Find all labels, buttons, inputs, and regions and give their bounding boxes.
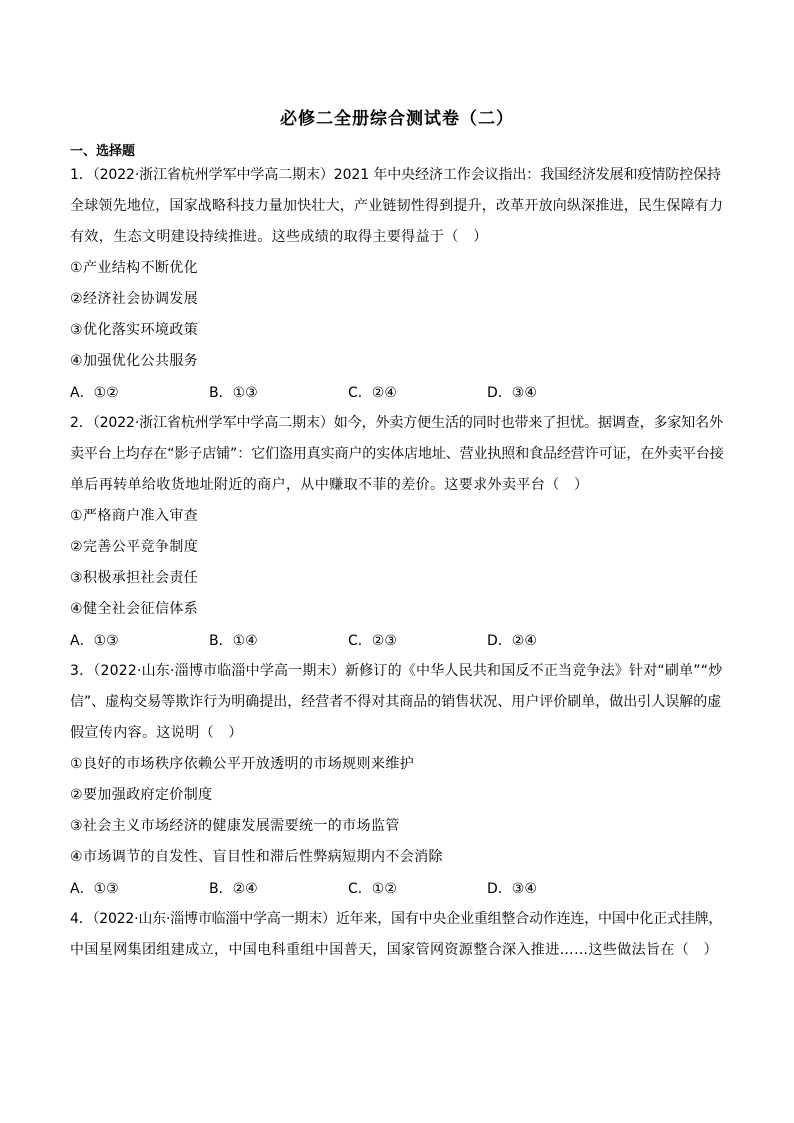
question-3-item: ②要加强政府定价制度	[70, 787, 213, 803]
question-3-stem-line: 假宣传内容。这说明（ ）	[70, 725, 243, 741]
question-2-item: ④健全社会征信体系	[70, 601, 199, 617]
option-b[interactable]: B．①④	[209, 633, 258, 649]
option-c[interactable]: C．②③	[348, 633, 397, 649]
question-3-item: ④市场调节的自发性、盲目性和滞后性弊病短期内不会消除	[70, 849, 443, 865]
question-1-item: ③优化落实环境政策	[70, 322, 199, 338]
question-1-item: ④加强优化公共服务	[70, 353, 199, 369]
question-2-item: ②完善公平竞争制度	[70, 539, 199, 555]
question-3-item: ①良好的市场秩序依赖公平开放透明的市场规则来维护	[70, 756, 415, 772]
question-3-stem-line: 信”、虚构交易等欺诈行为明确提出，经营者不得对其商品的销售状况、用户评价刷单，做出引人误解的虚	[70, 694, 722, 710]
option-c[interactable]: C．①②	[348, 881, 397, 897]
section-heading: 一、选择题	[70, 144, 136, 159]
question-3-options	[70, 878, 730, 898]
question-2-item: ①严格商户准入审查	[70, 508, 199, 524]
question-1-item: ①产业结构不断优化	[70, 260, 199, 276]
question-2-stem-line: 2．（2022·浙江省杭州学军中学高二期末）如今，外卖方便生活的同时也带来了担忧。据调查，多家知名外	[70, 415, 723, 431]
option-b[interactable]: B．②④	[209, 881, 258, 897]
question-4-stem-line: 中国星网集团组建成立，中国电科重组中国普天，国家管网资源整合深入推进……这些做法旨在（ ）	[70, 942, 718, 958]
option-b[interactable]: B．①③	[209, 385, 258, 401]
option-a[interactable]: A．①③	[70, 881, 119, 897]
question-1-options	[70, 382, 730, 402]
question-2-stem-line: 卖平台上均存在“影子店铺”：它们盗用真实商户的实体店地址、营业执照和食品经营许可证，在外卖平台接	[70, 446, 724, 462]
option-c[interactable]: C．②④	[348, 385, 397, 401]
question-2-options	[70, 630, 730, 650]
option-d[interactable]: D．③④	[487, 881, 537, 897]
option-a[interactable]: A．①②	[70, 385, 119, 401]
question-1-stem-line: 有效，生态文明建设持续推进。这些成绩的取得主要得益于（ ）	[70, 229, 488, 245]
question-1-stem-line: 全球领先地位，国家战略科技力量加快壮大，产业链韧性得到提升，改革开放向纵深推进，民生保障有力	[70, 198, 724, 214]
option-d[interactable]: D．②④	[487, 633, 537, 649]
question-3-item: ③社会主义市场经济的健康发展需要统一的市场监管	[70, 818, 400, 834]
question-1-item: ②经济社会协调发展	[70, 291, 199, 307]
option-d[interactable]: D．③④	[487, 385, 537, 401]
question-2-stem-line: 单后再转单给收货地址附近的商户，从中赚取不菲的差价。这要求外卖平台（ ）	[70, 477, 589, 493]
question-2-item: ③积极承担社会责任	[70, 570, 199, 586]
question-1-stem-line: 1．（2022·浙江省杭州学军中学高二期末）2021 年中央经济工作会议指出：我国经济发展和疫情防控保持	[70, 167, 721, 183]
question-4-stem-line: 4．（2022·山东·淄博市临淄中学高一期末）近年来，国有中央企业重组整合动作连连，中国中化正式挂牌，	[70, 911, 723, 927]
page-title: 必修二全册综合测试卷（二）	[280, 109, 514, 129]
question-3-stem-line: 3．（2022·山东·淄博市临淄中学高一期末）新修订的《中华人民共和国反不正当竞争法》针对“刷单”“炒	[70, 663, 723, 679]
option-a[interactable]: A．①③	[70, 633, 119, 649]
